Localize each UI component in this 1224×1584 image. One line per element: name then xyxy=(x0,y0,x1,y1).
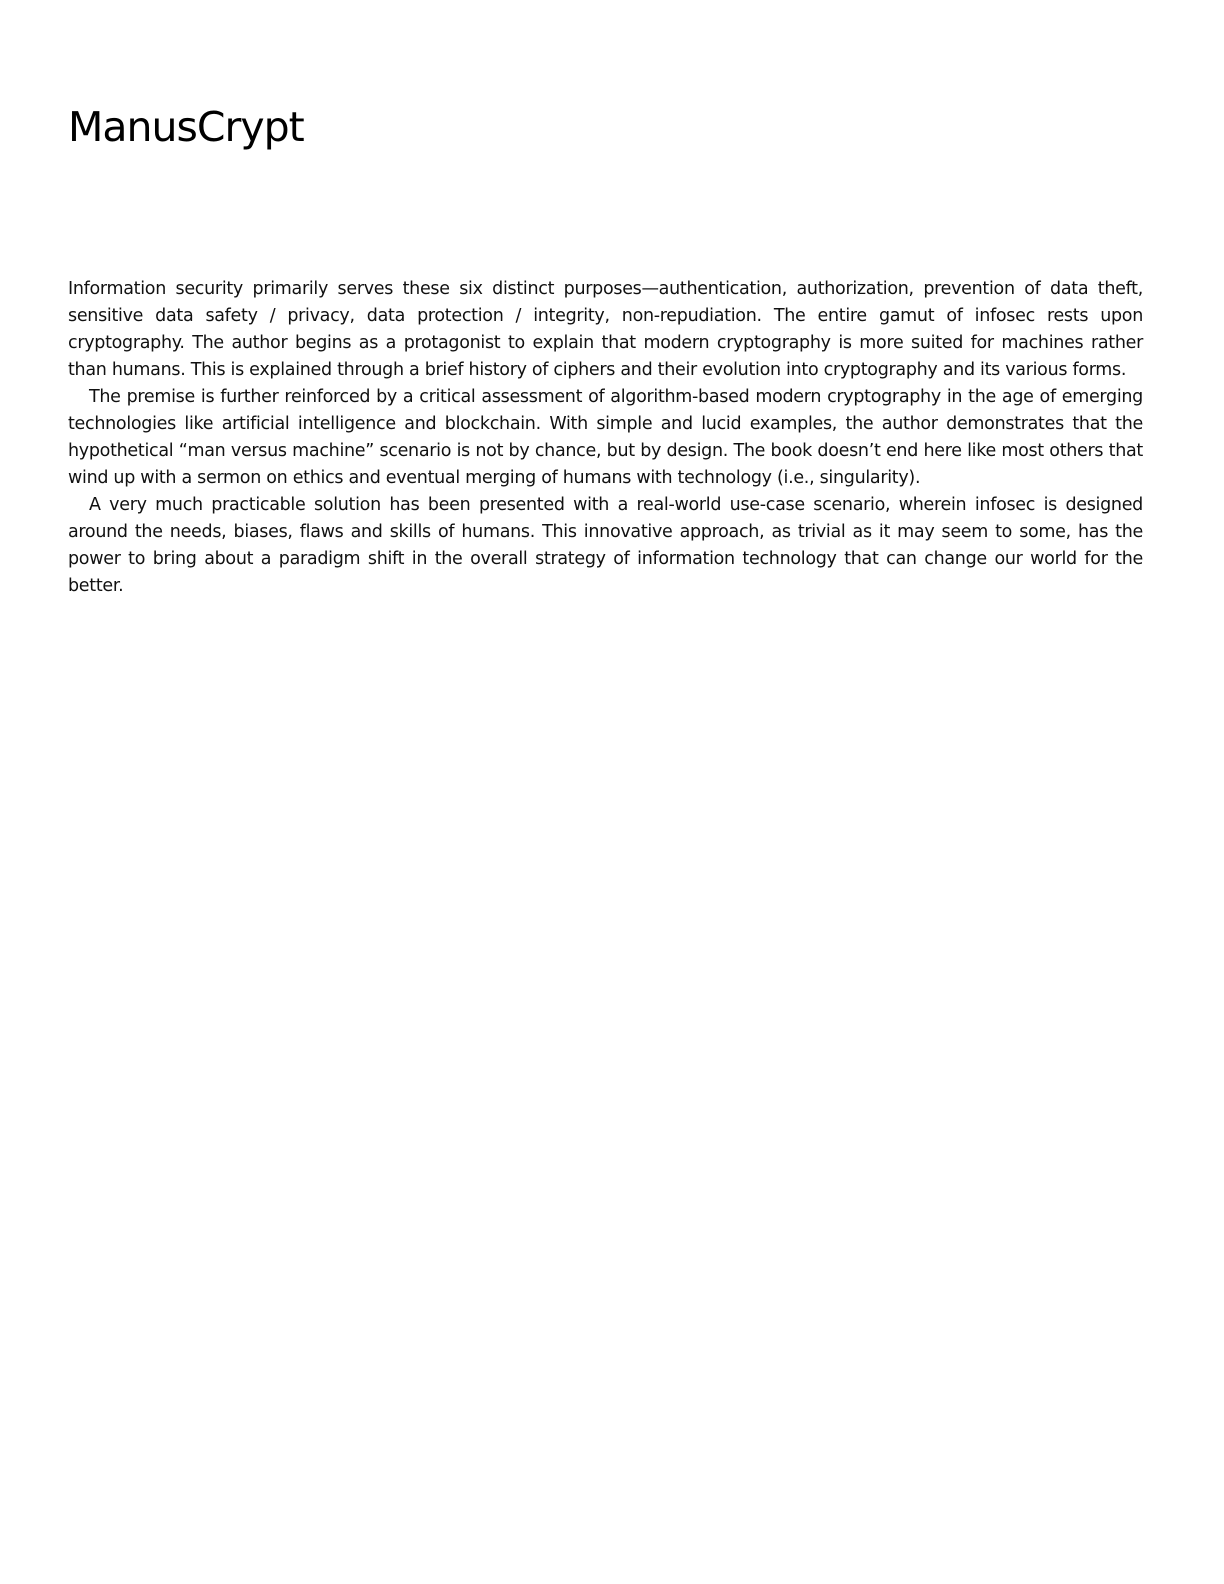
paragraph-1: Information security primarily serves these six distinct purposes—authentication, authorization, prevention of data theft, sensitive data safety / privacy, data protection / integrity, non-repudiation. The entire gamut of infosec rests upon cryptography. The author begins as a protagonist to explain that modern cryptography is more suited for machines rather than humans. This is explained through a brief history of ciphers and their evolution into cryptography and its various forms. xyxy=(68,279,1143,380)
paragraph-3: A very much practicable solution has been presented with a real-world use-case scenario, wherein infosec is designed around the needs, biases, flaws and skills of humans. This innovative approach, as trivial as it may seem to some, has the power to bring about a paradigm shift in the overall strategy of information technology that can change our world for the better. xyxy=(68,495,1143,596)
page-title: ManusCrypt xyxy=(68,103,304,151)
paragraph-2: The premise is further reinforced by a critical assessment of algorithm-based modern cryptography in the age of emerging technologies like artificial intelligence and blockchain. With simple and lucid examples, the author demonstrates that the hypothetical “man versus machine” scenario is not by chance, but by design. The book doesn’t end here like most others that wind up with a sermon on ethics and eventual merging of humans with technology (i.e., singularity). xyxy=(68,387,1143,488)
body-text xyxy=(68,276,1143,600)
